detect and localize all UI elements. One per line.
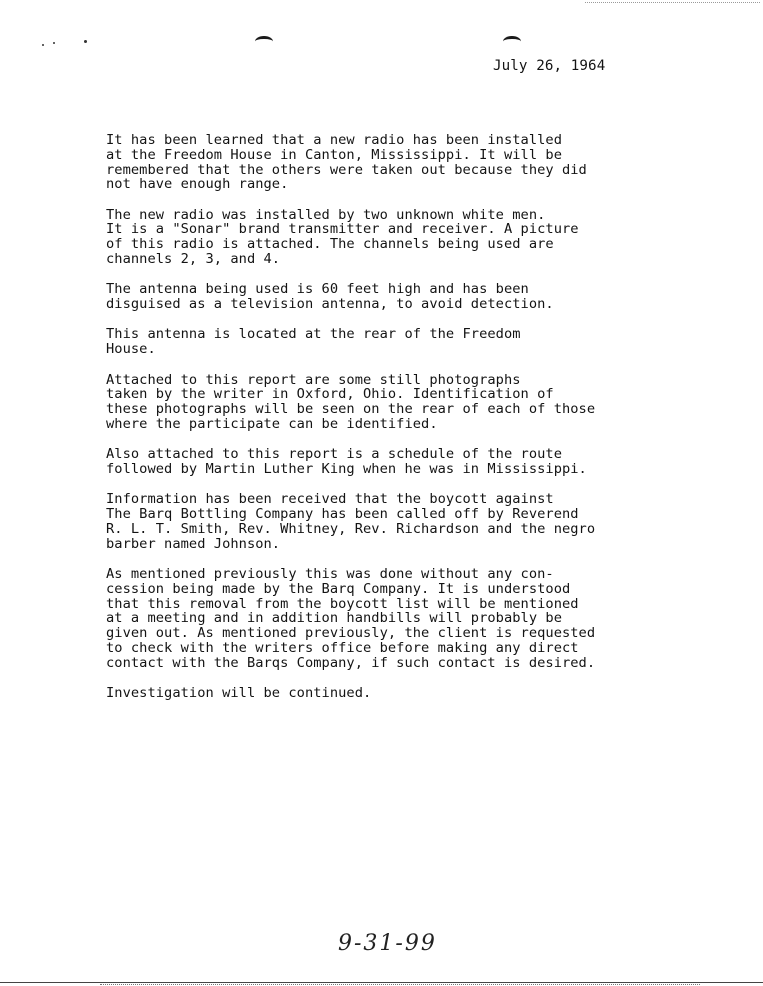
handwritten-file-number: 9-31-99 (338, 931, 437, 956)
paragraph-photographs: Attached to this report are some still photographs taken by the writer in Oxford, Ohio. Identification of these photographs will be seen on the rear of each of those where the participate can be identified. (106, 371, 596, 432)
paragraph-radio-details: The new radio was installed by two unknown white men. It is a "Sonar" brand transmitter and receiver. A picture of this radio is attached. The channels being used are channels 2, 3, and 4. (106, 206, 579, 268)
report-body (106, 133, 666, 716)
report-date: July 26, 1964 (493, 58, 606, 74)
scan-artifact-bottom (100, 984, 700, 985)
punch-mark-left (255, 36, 273, 47)
scan-speck (53, 42, 55, 44)
scan-artifact-top (585, 2, 760, 3)
paragraph-antenna-location: This antenna is located at the rear of the Freedom House. (106, 326, 521, 358)
scan-speck (42, 44, 44, 46)
paragraph-concession: As mentioned previously this was done without any con- cession being made by the Barq Company. It is understood that this removal from the boycott list will be mentioned at a meeting and in addition handbills will probably be given out. As mentioned previously, the client is requested to check with the writers office before making any direct contact with the Barqs Company, if such contact is desired. (106, 566, 596, 671)
scan-speck (84, 40, 87, 43)
paragraph-investigation: Investigation will be continued. (106, 685, 372, 702)
punch-mark-right (503, 36, 521, 47)
paragraph-route-schedule: Also attached to this report is a schedule of the route followed by Martin Luther King when he was in Mississippi. (106, 446, 587, 478)
paragraph-radio-installed: It has been learned that a new radio has been installed at the Freedom House in Canton, Mississippi. It will be remembered that the others were taken out because they did not have enough range. (106, 132, 587, 193)
paragraph-antenna: The antenna being used is 60 feet high and has been disguised as a television antenna, to avoid detection. (106, 281, 554, 313)
page-bottom-edge (0, 982, 763, 983)
paragraph-boycott: Information has been received that the boycott against The Barq Bottling Company has been called off by Reverend R. L. T. Smith, Rev. Whitney, Rev. Richardson and the negro barber named Johnson. (106, 491, 596, 552)
